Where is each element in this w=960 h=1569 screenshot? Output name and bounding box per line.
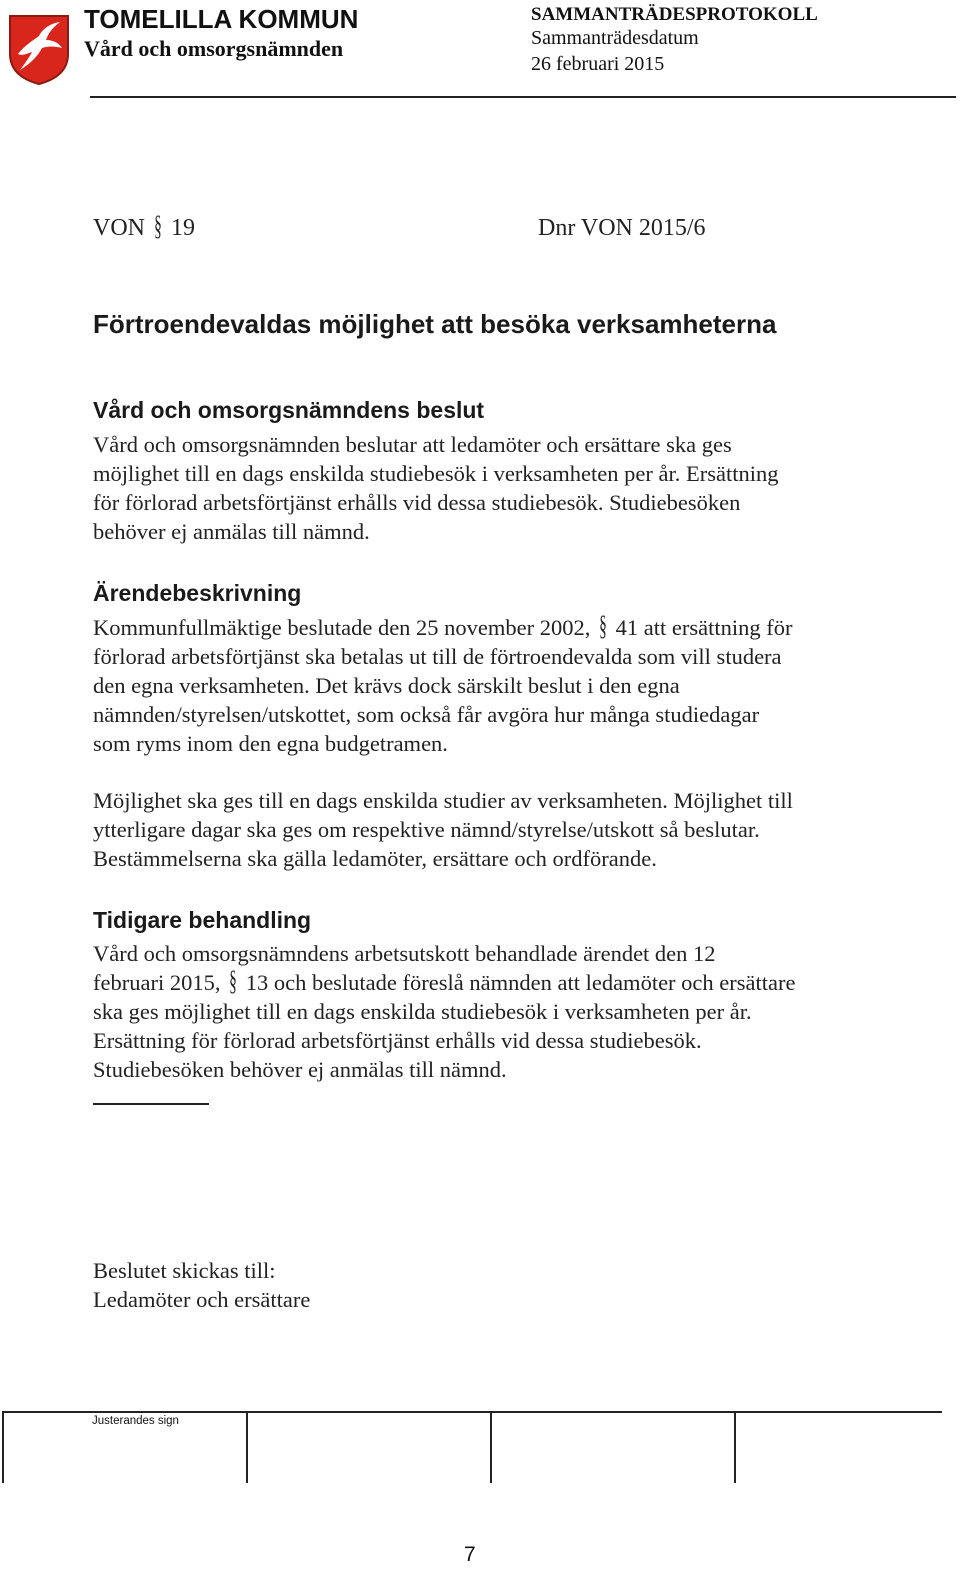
description-p1-start: Kommunfullmäktige beslutade den 25 november 2002, [93,615,591,640]
previous-handling-heading: Tidigare behandling [93,907,312,933]
decision-text: Vård och omsorgsnämnden beslutar att ledamöter och ersättare ska ges möjlighet till en dags enskilda studiebesök i verksamheten per år. Ersättning för förlorad arbetsförtjänst erhålls vid dessa studiebesök. Studiebesöken behöver ej anmälas till nämnd. [93,432,779,544]
municipal-coat-of-arms-icon [8,14,70,86]
protocol-title: SAMMANTRÄDESPROTOKOLL [531,4,818,25]
org-subtitle: Vård och omsorgsnämnden [84,36,344,61]
diary-number: Dnr VON 2015/6 [538,215,706,241]
description-heading: Ärendebeskrivning [93,580,302,606]
paragraph-prefix: VON [93,215,145,241]
description-p1-rest: 41 att ersättning för förlorad arbetsförtjänst ska betalas ut till de förtroendevalda som vill studera den egna verksamheten. Det krävs dock särskilt beslut i den egna nämnden/styrelsen/utskottet, som också får avgöra hur många studiedagar som ryms inom den egna budgetramen. [93,615,793,756]
signature-cell [734,1413,960,1483]
paragraph-number: 19 [171,215,195,241]
header-divider [90,96,956,98]
signature-label: Justerandes sign [92,1415,179,1427]
paragraph-reference [93,211,195,242]
signature-box [2,1411,942,1483]
description-paragraph-1 [93,613,883,758]
section-sign-icon: § [229,966,237,997]
distribution-label: Beslutet skickas till: [93,1258,276,1283]
distribution-recipients: Ledamöter och ersättare [93,1287,311,1312]
meeting-date-label: Sammanträdesdatum [531,27,699,49]
description-paragraph-2: Möjlighet ska ges till en dags enskilda studier av verksamheten. Möjlighet till ytterligare dagar ska ges om respektive nämnd/styrelse/utskott så beslutar. Bestämmelserna ska gälla ledamöter, ersättare och ordförande. [93,788,793,871]
meeting-date: 26 februari 2015 [531,53,665,75]
signature-cell [490,1413,736,1483]
section-sign-icon: § [154,211,162,242]
signature-cell [246,1413,492,1483]
previous-text-start: Vård och omsorgsnämndens arbetsutskott behandlade ärendet den 12 februari 2015, [93,941,716,995]
page-title: Förtroendevaldas möjlighet att besöka verksamheterna [93,309,777,339]
page-number: 7 [464,1543,476,1566]
decision-heading: Vård och omsorgsnämndens beslut [93,397,485,423]
section-end-rule [93,1103,209,1105]
org-title: TOMELILLA KOMMUN [84,4,359,34]
previous-text-rest: 13 och beslutade föreslå nämnden att ledamöter och ersättare ska ges möjlighet till en dags enskilda studiebesök i verksamheten per år. Ersättning för förlorad arbetsförtjänst erhålls vid dessa studiebesök. Studiebesöken behöver ej anmälas till nämnd. [93,970,796,1082]
previous-handling-text [93,939,883,1084]
section-sign-icon: § [599,611,607,642]
